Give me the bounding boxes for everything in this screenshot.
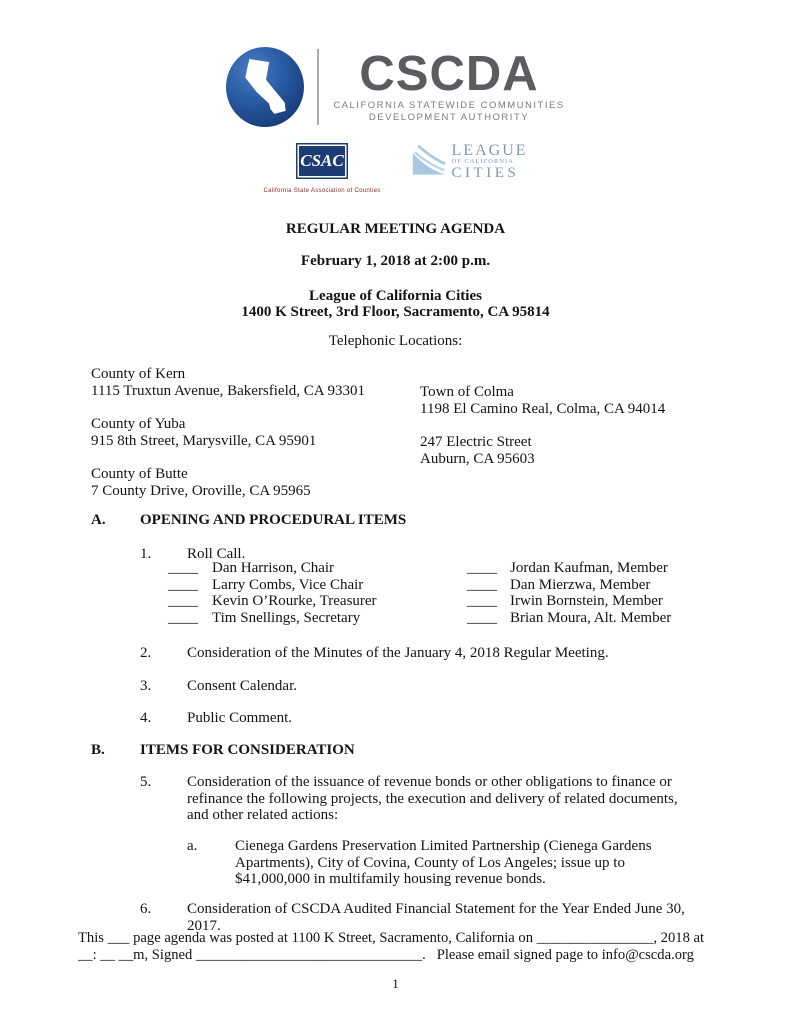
telephonic-locations-right (420, 384, 665, 484)
item-number: 5. (140, 774, 152, 790)
roll-call-blank: ____ (467, 609, 497, 626)
location-address: Auburn, CA 95603 (420, 450, 535, 467)
location-name: 247 Electric Street (420, 434, 532, 450)
item-number: 6. (140, 901, 152, 917)
section-title: ITEMS FOR CONSIDERATION (140, 742, 355, 758)
meeting-datetime: February 1, 2018 at 2:00 p.m. (300, 253, 491, 269)
telephonic-label: Telephonic Locations: (328, 333, 463, 349)
location-entry (91, 466, 365, 499)
item-text: Roll Call. (187, 546, 246, 562)
posting-note-line1: This ___ page agenda was posted at 1100 K Street, Sacramento, California on ________________, 2018 at (78, 930, 705, 946)
section-b-heading (91, 742, 355, 759)
item-number: 1. (140, 546, 152, 562)
location-address: 1198 El Camino Real, Colma, CA 94014 (420, 400, 666, 417)
roll-call-blank: ____ (168, 609, 198, 626)
roll-call-name: Jordan Kaufman, Member (510, 560, 668, 576)
roll-call-blank: ____ (168, 576, 198, 593)
agenda-item-3 (140, 678, 702, 695)
item-text: Consent Calendar. (187, 678, 297, 694)
league-line3: CITIES (451, 165, 520, 181)
location-entry (91, 416, 365, 449)
item-number: 4. (140, 710, 152, 726)
league-swoosh-icon (411, 144, 447, 180)
location-name: County of Butte (91, 466, 188, 482)
roll-call-name: Dan Harrison, Chair (212, 560, 335, 576)
item-number: 3. (140, 678, 152, 694)
location-name: County of Kern (91, 366, 186, 382)
section-letter: A. (91, 512, 106, 528)
roll-call-blank: ____ (467, 560, 497, 576)
location-name: County of Yuba (91, 416, 186, 432)
item-letter: a. (187, 838, 198, 854)
league-line2: OF CALIFORNIA (451, 158, 514, 165)
cscda-logo (0, 44, 791, 130)
agenda-item-4 (140, 710, 702, 727)
roll-call-row (168, 577, 671, 594)
section-a-heading (91, 512, 406, 529)
item-number: 2. (140, 645, 152, 661)
section-title: OPENING AND PROCEDURAL ITEMS (140, 512, 407, 528)
location-address: 7 County Drive, Oroville, CA 95965 (91, 482, 311, 499)
roll-call-row (168, 593, 671, 610)
venue-name: League of California Cities (309, 288, 482, 304)
telephonic-locations-left (91, 366, 365, 516)
agenda-item-5 (140, 774, 702, 824)
agenda-item-2 (140, 645, 702, 662)
league-logo (411, 143, 528, 181)
roll-call-name: Larry Combs, Vice Chair (212, 576, 364, 593)
agenda-item-5a (187, 838, 667, 888)
roll-call-blank: ____ (467, 576, 497, 593)
location-address: 1115 Truxtun Avenue, Bakersfield, CA 93301 (91, 382, 366, 399)
roll-call-list (168, 560, 671, 626)
item-text: Consideration of CSCDA Audited Financial Statement for the Year Ended June 30, 2017. (187, 901, 685, 934)
roll-call-name: Brian Moura, Alt. Member (510, 609, 672, 626)
roll-call-blank: ____ (467, 593, 497, 609)
item-text: Consideration of the issuance of revenue bonds or other obligations to finance or refinance the following projects, the execution and delivery of related documents, and other related actions: (187, 774, 678, 823)
location-entry (91, 366, 365, 399)
logo-divider (317, 49, 319, 125)
csac-logo (263, 143, 380, 200)
venue-address: 1400 K Street, 3rd Floor, Sacramento, CA 95814 (241, 304, 550, 320)
section-letter: B. (91, 742, 105, 758)
location-entry (420, 384, 665, 417)
california-icon (242, 58, 288, 116)
roll-call-name: Kevin O’Rourke, Treasurer (212, 593, 377, 609)
roll-call-name: Dan Mierzwa, Member (510, 576, 651, 593)
location-entry (420, 434, 665, 467)
roll-call-row (168, 560, 671, 577)
roll-call-name: Irwin Bornstein, Member (510, 593, 663, 609)
page-number: 1 (392, 976, 399, 991)
csac-box: CSAC (296, 143, 348, 179)
cscda-wordmark: CSCDA (359, 46, 539, 101)
roll-call-blank: ____ (168, 593, 198, 609)
globe-icon (226, 47, 304, 127)
league-line1: LEAGUE (451, 142, 528, 159)
location-name: Town of Colma (420, 384, 514, 400)
cscda-tagline-line2: DEVELOPMENT AUTHORITY (368, 111, 530, 123)
location-address: 915 8th Street, Marysville, CA 95901 (91, 432, 317, 449)
roll-call-name: Tim Snellings, Secretary (212, 609, 361, 626)
partner-logos (0, 143, 791, 200)
meeting-title: REGULAR MEETING AGENDA (285, 221, 506, 237)
roll-call-row (168, 610, 671, 627)
roll-call-blank: ____ (168, 560, 198, 576)
item-text: Consideration of the Minutes of the January 4, 2018 Regular Meeting. (187, 645, 609, 661)
cscda-tagline-line1: CALIFORNIA STATEWIDE COMMUNITIES (333, 99, 565, 111)
item-text: Public Comment. (187, 710, 292, 726)
csac-caption: California State Association of Counties (263, 188, 381, 194)
posting-note-line2: __: __ __m, Signed _______________________________. Please email signed page to info@cscda.org (78, 947, 694, 963)
item-text: Cienega Gardens Preservation Limited Partnership (Cienega Gardens Apartments), City of Covina, County of Los Angeles; issue up to $41,000,000 in multifamily housing revenue bonds. (235, 838, 652, 887)
